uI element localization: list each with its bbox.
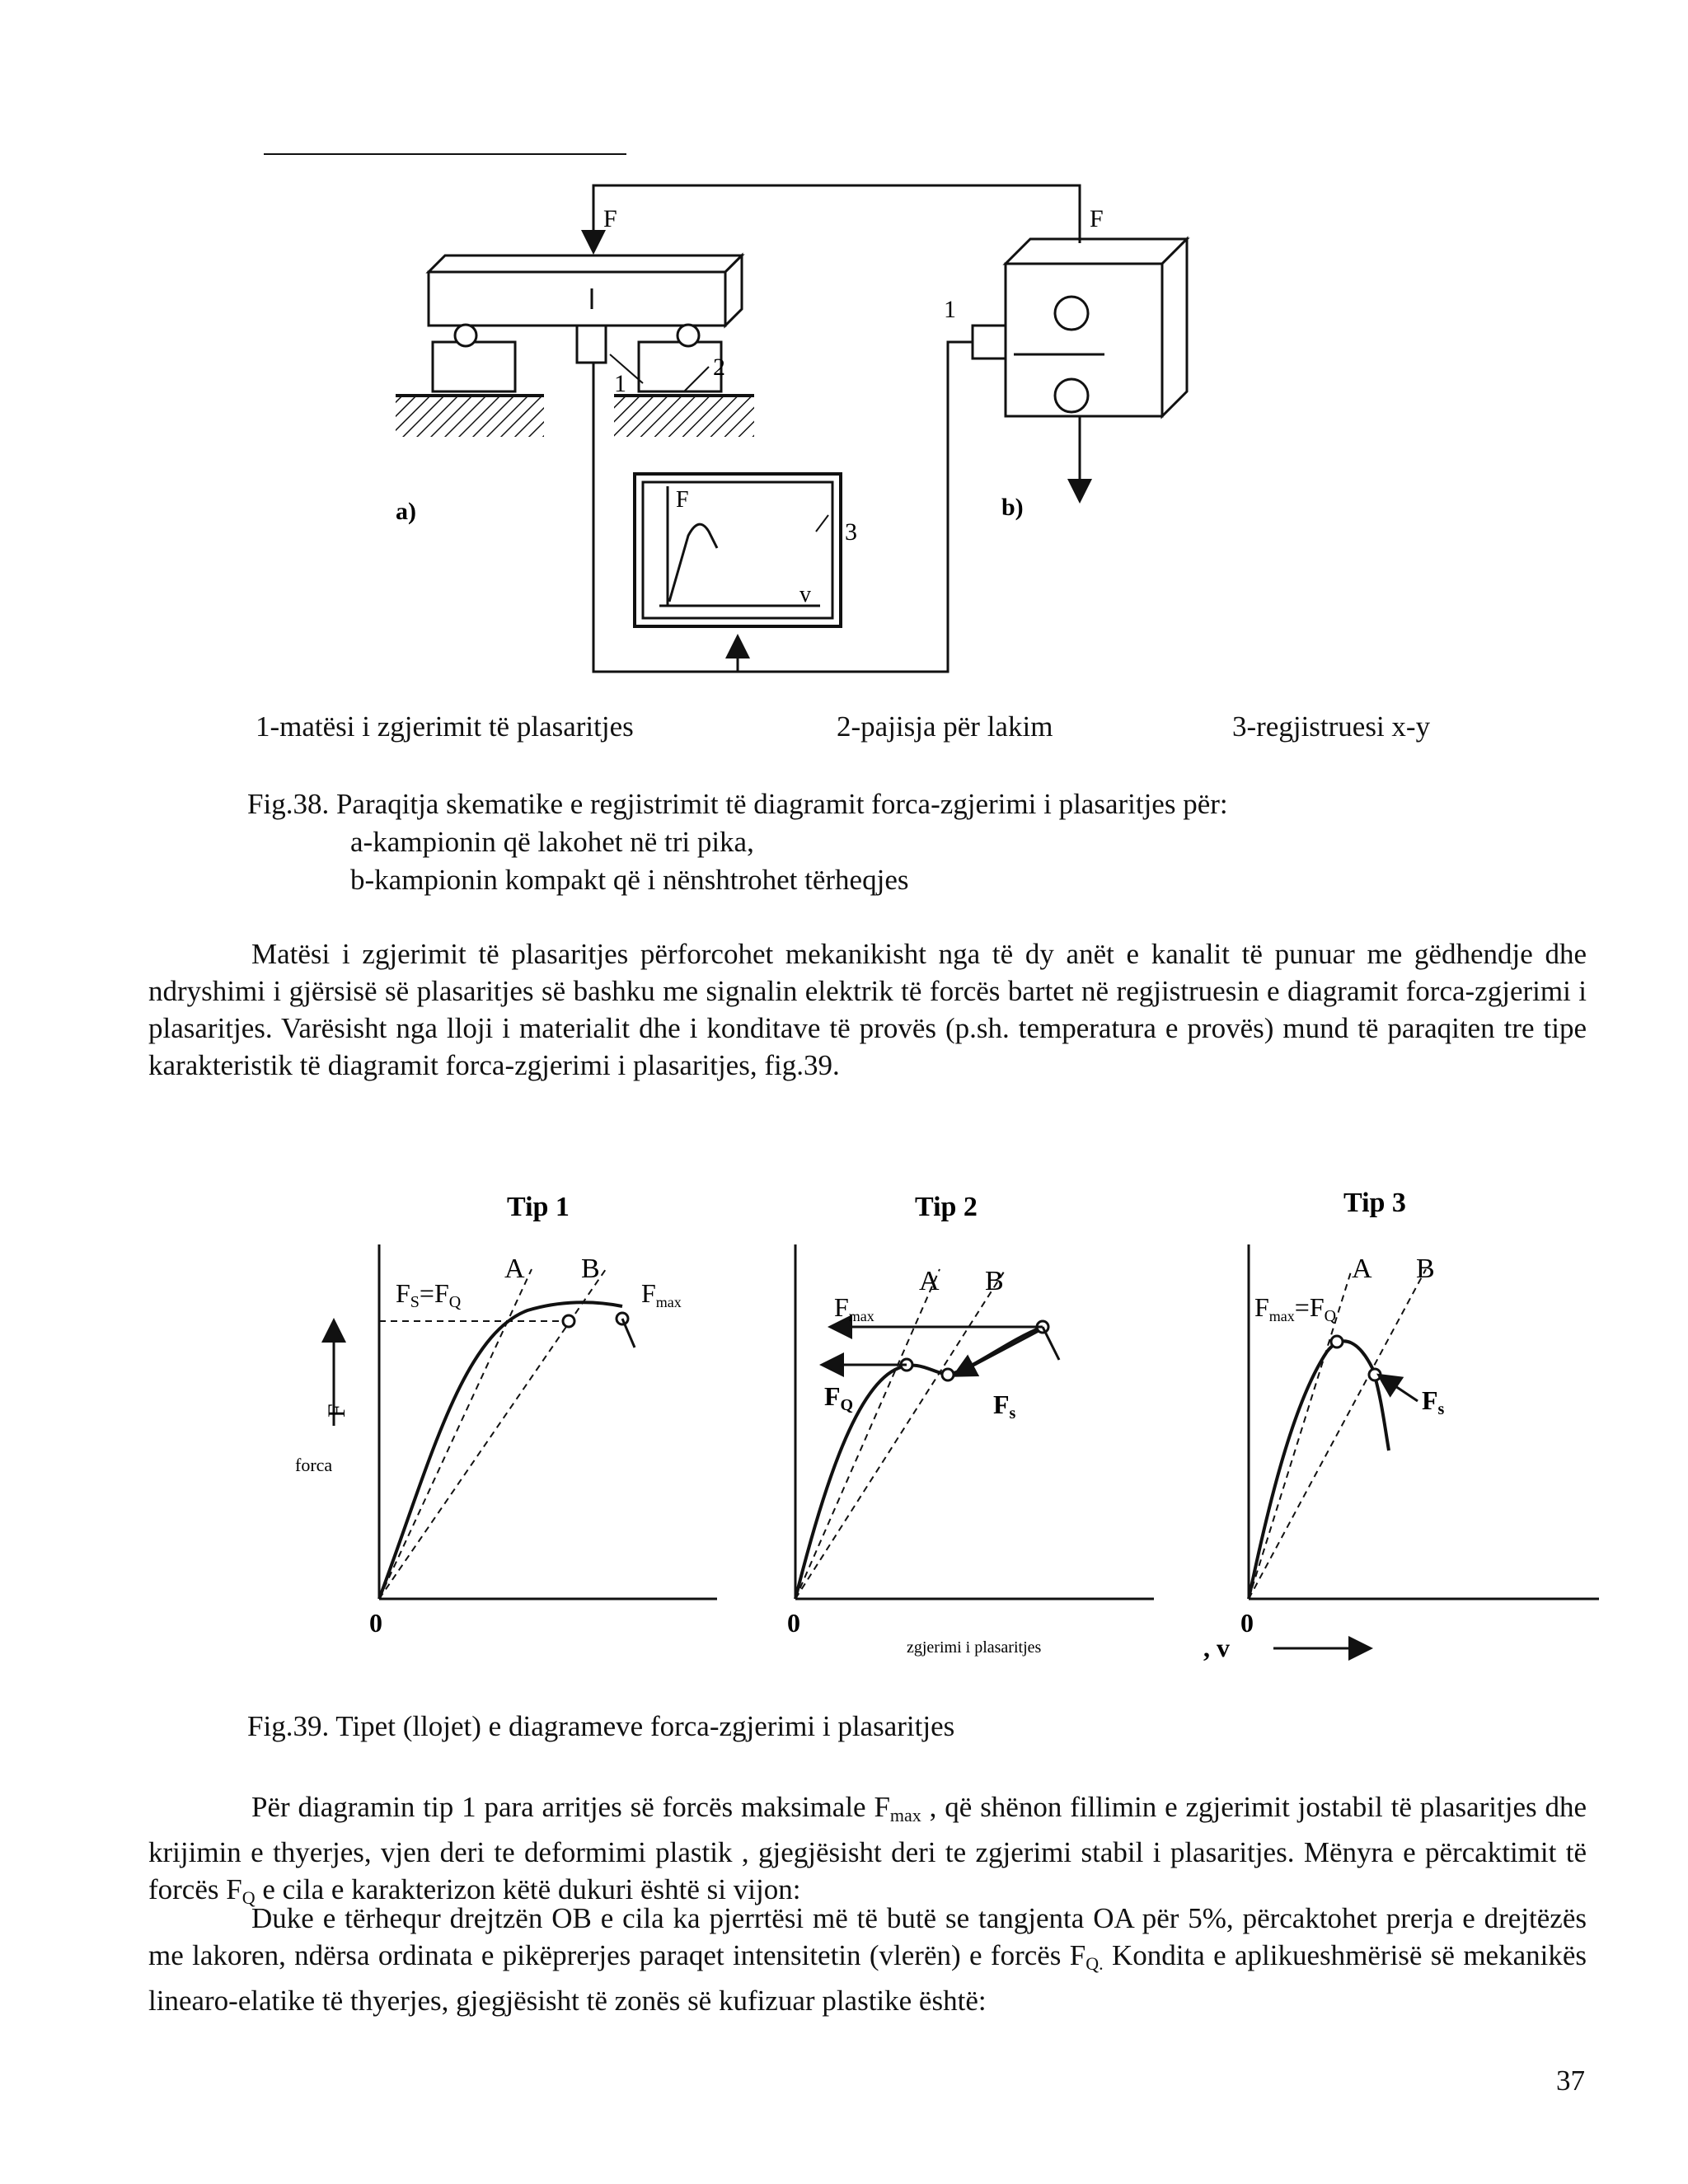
y-axis-symbol: F [323, 1404, 350, 1418]
tip3-fmax-fq: Fmax=FQ [1254, 1292, 1337, 1325]
tip2-B: B [985, 1266, 1004, 1296]
figure-38-schematic [247, 144, 1253, 705]
fig38-panel-b: b) [1001, 494, 1024, 521]
tip1-A: A [504, 1254, 525, 1284]
tip2-diagram [787, 1244, 1154, 1657]
fig38-part-1-left: 1 [614, 370, 626, 397]
tip2-fs: Fs [993, 1390, 1016, 1422]
fig38-panel-a: a) [396, 498, 416, 525]
page-number: 37 [1556, 2064, 1585, 2097]
tip3-B: B [1416, 1254, 1435, 1284]
tip1-diagram [369, 1244, 717, 1638]
tip1-title: Tip 1 [507, 1192, 570, 1222]
fig38-plot-y-label: F [676, 487, 689, 513]
tip2-A: A [919, 1266, 940, 1296]
paragraph-1: Matësi i zgjerimit të plasaritjes përforcohet mekanikisht nga të dy anët e kanalit të punuar me gëdhendje dhe ndryshimi i gjërsisë së plasaritjes së bashku me signalin elektrik të forcës bartet në regjistruesin e diagramit forca-zgjerimi i plasaritjes. Varësisht nga lloji i materialit dhe i konditave të provës (p.sh. temperatura e provës) mund të paraqiten tre tipe karakteristik të diagramit forca-zgjerimi i plasaritjes, fig.39. [148, 938, 1587, 1081]
tip3-fs: Fs [1422, 1385, 1445, 1418]
tip3-diagram [1203, 1244, 1599, 1662]
fig38-caption-line-2: a-kampionin që lakohet në tri pika, [350, 826, 754, 858]
fig38-part-3: 3 [845, 518, 857, 546]
tip3-A: A [1352, 1254, 1372, 1284]
fig38-legend-item-1: 1-matësi i zgjerimit të plasaritjes [256, 710, 634, 743]
tip1-origin: 0 [369, 1608, 382, 1638]
fig38-part-1-right: 1 [944, 296, 956, 323]
fig38-caption-line-1: Fig.38. Paraqitja skematike e regjistrimit të diagramit forca-zgjerimi i plasaritjes për: [247, 788, 1228, 820]
fig38-plot-x-label: v [799, 582, 811, 607]
tip1-fmax: Fmax [641, 1278, 682, 1310]
fig38-part-2: 2 [713, 354, 725, 381]
fig38-force-right: F [1090, 205, 1104, 232]
tip2-fq: FQ [824, 1381, 854, 1414]
fig38-force-left: F [603, 205, 617, 232]
fig38-caption-line-3: b-kampionin kompakt që i nënshtrohet tërheqjes [350, 864, 909, 896]
tip1-fs-fq: FS=FQ [396, 1278, 462, 1311]
x-axis-word: zgjerimi i plasaritjes [907, 1638, 1042, 1657]
tip3-title: Tip 3 [1343, 1188, 1406, 1218]
figure-39-diagrams [247, 1154, 1599, 1698]
tip3-origin: 0 [1240, 1608, 1254, 1638]
tip2-title: Tip 2 [915, 1192, 978, 1222]
fig38-legend-item-2: 2-pajisja për lakim [837, 710, 1053, 743]
paragraph-3: Duke e tërhequr drejtzën OB e cila ka pjerrtësi më të butë se tangjenta OA për 5%, përcaktohet prerja e drejtëzës me lakoren, ndërsa ordinata e pikëprerjes paraqet intensitetin (vlerën) e forcës $F_{Q.}$ Kondita e aplikueshmërisë së mekanikës linearo-elatike të thyerjes, gjegjësisht të zonës së kufizuar plastike është: [148, 1902, 1587, 2017]
fig39-caption: Fig.39. Tipet (llojet) e diagrameve forca-zgjerimi i plasaritjes [247, 1710, 955, 1742]
fig38-legend [247, 710, 1459, 752]
tip2-fmax: Fmax [834, 1292, 874, 1324]
fig38-caption [247, 785, 1228, 899]
paragraph-2: Për diagramin tip 1 para arritjes së forcës maksimale $F_{max}$ , që shënon fillimin e zgjerimit jostabil të plasaritjes dhe krijimin e thyerjes, vjen deri te deformimi plastik , gjegjësisht deri te zgjerimi stabil i plasaritjes. Mënyra e përcaktimit të forcës $F_Q$ e cila e karakterizon këtë dukuri është si vijon: [148, 1791, 1587, 1908]
tip1-B: B [581, 1254, 600, 1284]
x-axis-symbol: , v [1203, 1633, 1230, 1662]
tip2-origin: 0 [787, 1608, 800, 1638]
y-axis-word: forca [295, 1455, 333, 1475]
fig38-legend-item-3: 3-regjistruesi x-y [1232, 710, 1431, 743]
